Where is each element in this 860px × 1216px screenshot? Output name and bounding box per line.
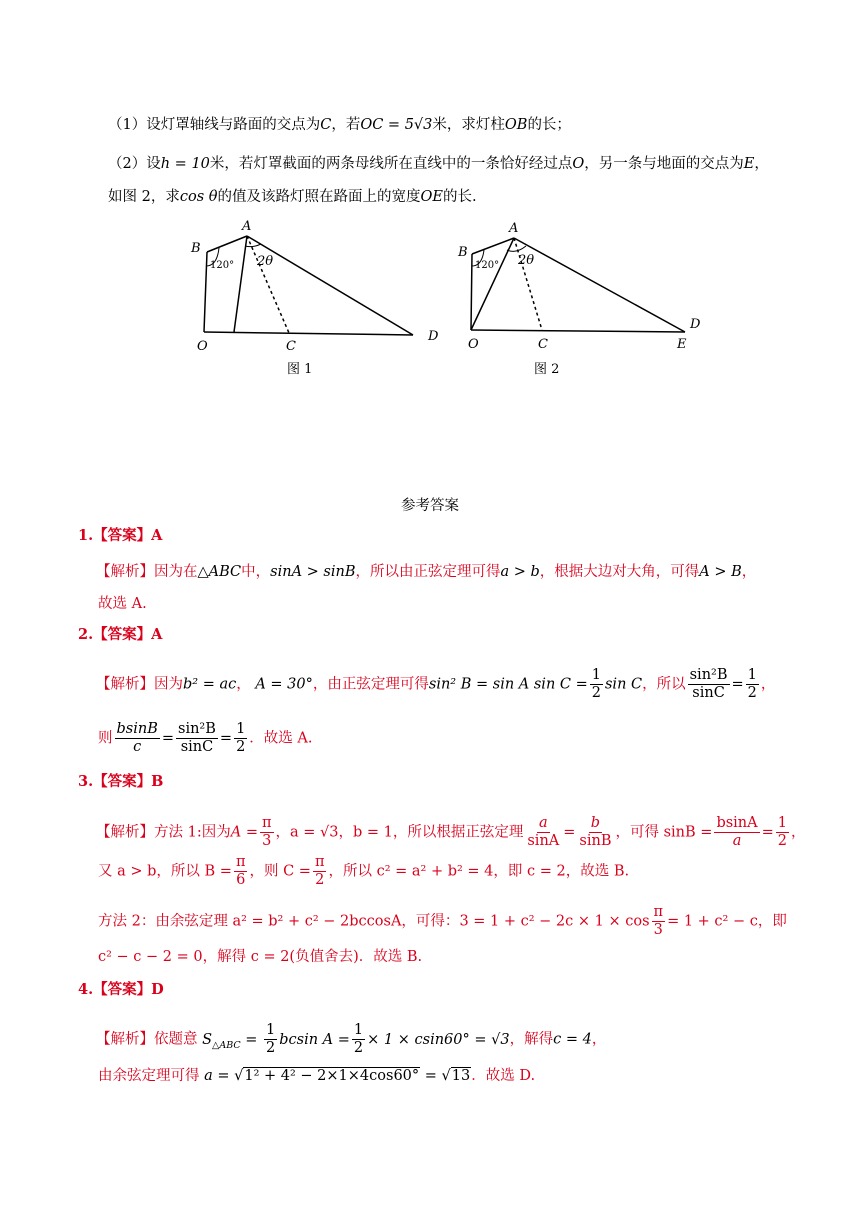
fig1-line-AD	[247, 236, 413, 335]
frac-half-4: $\frac{1}{2}$	[777, 815, 787, 850]
fig1-caption: 图 1	[287, 362, 313, 377]
answer-1-conclusion: 故选 A.	[98, 596, 147, 612]
fig1-label-O: O	[197, 339, 208, 354]
fig1-label-C: C	[286, 339, 296, 354]
fig2-line-AE	[514, 238, 685, 332]
fig1-label-D: D	[428, 329, 439, 344]
frac-a-sina: $\frac{a}{\sin A}$	[527, 815, 560, 850]
fig1-label-A: A	[242, 219, 252, 234]
answer-3-method1-line2: 又 a > b，所以 B = $\frac{\pi}{6}$ ，则 C = $\frac{\pi}{2}$ ，所以 c² = a² + b² = 4，即 c = 2，故选 B.	[98, 854, 630, 889]
fig2-label-120: 120°	[475, 260, 500, 271]
fig2-label-D: D	[690, 317, 701, 332]
frac-half-5: $\frac{1}{2}$	[266, 1022, 276, 1057]
fig1-line-BA	[207, 236, 247, 252]
question-2-line2: 如图 2，求cos θ的值及该路灯照在路面上的宽度OE的长.	[108, 189, 477, 205]
frac-b-sinb: $\frac{b}{\sin B}$	[579, 815, 612, 850]
fig2-caption: 图 2	[534, 362, 560, 377]
figure-2	[452, 218, 722, 378]
fig1-line-AC	[247, 236, 289, 333]
answer-2-conclusion: 则 $\frac{bsinB}{c}$ = $\frac{\text{sin²B}}{\sin C}$ = $\frac{1}{2}$ ．故选 A.	[98, 721, 313, 756]
answer-2-label: 2.【答案】A	[78, 626, 163, 643]
fig1-line-OB	[204, 252, 207, 332]
answer-1-label: 1.【答案】A	[78, 527, 163, 544]
answer-4-analysis: 【解析】依题意 $S_{\triangle ABC}$ = $\frac{1}{2}$ bcsin A = $\frac{1}{2}$ × 1 × csin60° = √3，解得c = 4，	[96, 1022, 607, 1057]
figure-1	[185, 218, 445, 378]
answer-3-label: 3.【答案】B	[78, 773, 164, 790]
fig2-label-O: O	[468, 337, 479, 352]
fig1-label-theta: 2θ	[257, 254, 274, 269]
fig2-line-OE	[471, 330, 685, 332]
fig2-label-B: B	[458, 245, 468, 260]
frac-half-6: $\frac{1}{2}$	[353, 1022, 364, 1057]
frac-pi-6: $\frac{\pi}{6}$	[235, 854, 246, 889]
fig2-label-theta: 2θ	[518, 253, 535, 268]
fig1-line-AO-axis	[234, 236, 247, 332]
frac-half-3: $\frac{1}{2}$	[236, 721, 246, 756]
frac-sin2b-sinc: $\frac{\text{sin²B}}{\sin C}$	[689, 667, 728, 702]
answer-4-label: 4.【答案】D	[78, 981, 164, 998]
frac-half-2: $\frac{1}{2}$	[747, 667, 757, 702]
fig1-arc-theta	[245, 244, 261, 247]
answer-2-analysis: 【解析】因为b² = ac， A = 30°，由正弦定理可得sin² B = sin A sin C = $\frac{1}{2}$ sin C，所以 $\frac{\text{sin²B}}{\sin C}$ = $\frac{1}{2}$ ，	[96, 667, 776, 702]
fig1-line-OD	[204, 332, 413, 335]
fig2-label-C: C	[538, 337, 548, 352]
answer-3-method2: 方法 2：由余弦定理 a² = b² + c² − 2bccosA，可得：3 = 1 + c² − 2c × 1 × cos $\frac{\pi}{3}$ = 1 + c² − c，即	[98, 904, 787, 939]
answers-title: 参考答案	[401, 498, 459, 514]
question-1: （1）设灯罩轴线与路面的交点为C，若OC = 5√3米，求灯柱OB的长；	[108, 117, 571, 133]
frac-pi-3-2: $\frac{\pi}{3}$	[653, 904, 664, 939]
answer-4-conclusion: 由余弦定理可得 a = √1² + 4² − 2×1×4cos60° = √13．故选 D.	[98, 1068, 536, 1084]
frac-pi-2: $\frac{\pi}{2}$	[314, 854, 325, 889]
answer-1-analysis: 【解析】因为在△ABC中，sinA > sinB，所以由正弦定理可得a > b，根据大边对大角，可得A > B，	[96, 564, 757, 580]
answer-3-method2-line2: c² − c − 2 = 0，解得 c = 2(负值舍去)．故选 B.	[98, 949, 423, 965]
frac-pi-3: $\frac{\pi}{3}$	[261, 815, 272, 850]
fig2-label-E: E	[677, 337, 687, 352]
fig1-label-B: B	[191, 241, 201, 256]
frac-sin2b-sinc-2: $\frac{\text{sin²B}}{\sin C}$	[178, 721, 216, 756]
answer-3-method1: 【解析】方法 1:因为A = $\frac{\pi}{3}$ ，a = √3，b = 1，所以根据正弦定理 $\frac{a}{\sin A}$ = $\frac{b}{\sin B}$ ，可得 sinB = $\frac{bsinA}{a}$ = $\frac{1}{2}$ ，	[96, 815, 806, 850]
frac-half: $\frac{1}{2}$	[591, 667, 601, 702]
fig2-label-A: A	[509, 221, 519, 236]
fig1-label-120: 120°	[210, 260, 235, 271]
question-2: （2）设h = 10米，若灯罩截面的两条母线所在直线中的一条恰好经过点O，另一条与地面的交点为E，	[108, 156, 769, 172]
frac-bsina-a: $\frac{bsinA}{a}$	[716, 815, 758, 850]
frac-bsinb-c: $\frac{bsinB}{c}$	[116, 721, 158, 756]
fig2-line-OB	[471, 254, 472, 330]
